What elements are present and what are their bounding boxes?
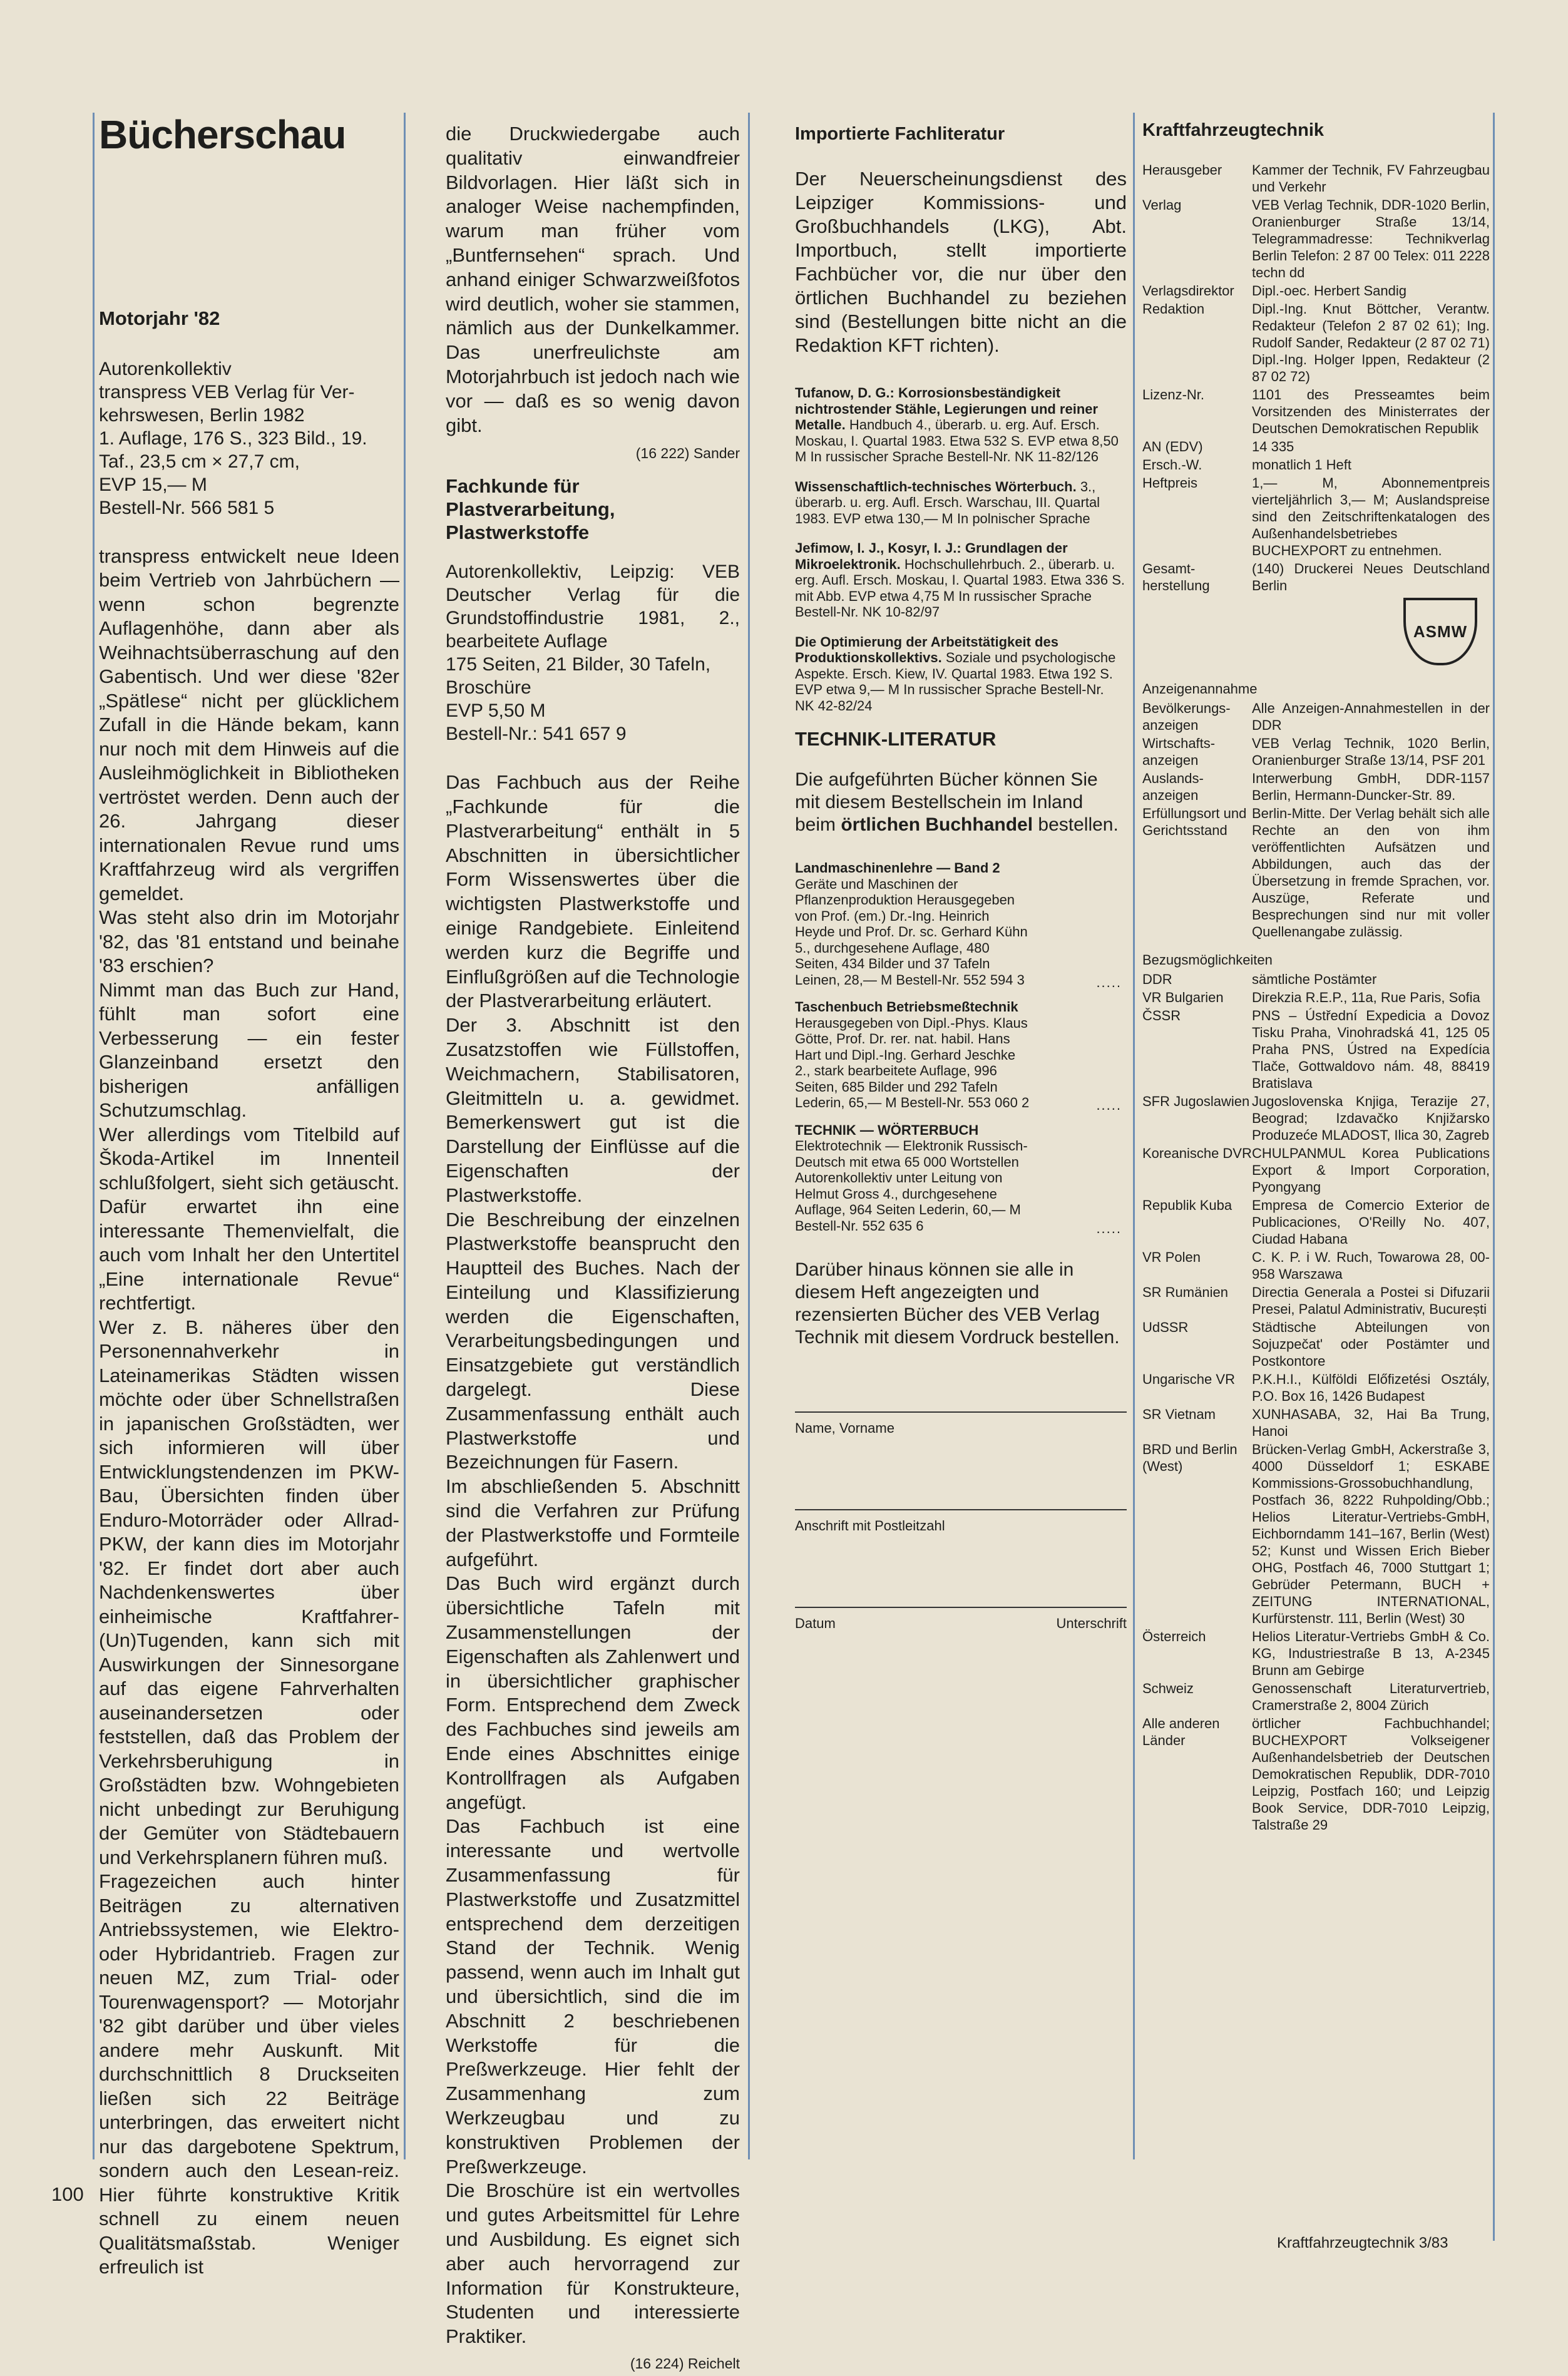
imprint-key: SR Vietnam xyxy=(1142,1406,1216,1422)
book-entry-title: Die Optimierung der Arbeitstätigkeit des Produktionskollektivs. xyxy=(795,633,1058,665)
book-meta-line: Autorenkollektiv xyxy=(99,358,232,379)
date-signature-labels xyxy=(795,1612,1127,1636)
order-item-details: Elektrotechnik — Elektronik Russisch-Deutsch mit etwa 65 000 Wortstellen Autorenkollektiv unter Leitung von Helmut Gross 4., durchgesehene Auflage, 964 Seiten Lederin, 60,— M Bestell-Nr. 552 635 6 xyxy=(795,1138,1028,1234)
review-text xyxy=(99,545,399,2280)
imprint-value: XUNHASABA, 32, Hai Ba Trung, Hanoi xyxy=(1252,1406,1490,1439)
address-field[interactable] xyxy=(795,1472,1127,1510)
imprint-row xyxy=(1142,735,1490,769)
imprint-value: Interwerbung GmbH, DDR-1157 Berlin, Hermann-Duncker-Str. 89. xyxy=(1252,771,1490,803)
book-entry xyxy=(795,634,1127,714)
imprint-key: AN (EDV) xyxy=(1142,439,1203,454)
imprint-row xyxy=(1142,1197,1490,1247)
book-meta xyxy=(446,560,740,745)
imprint-value: Directia Generala a Postei si Difuzarii Presei, Palatul Administrativ, București xyxy=(1252,1284,1490,1317)
section-title: Bücherschau xyxy=(99,112,346,157)
column-rule xyxy=(1493,113,1495,2241)
imprint-key: Ungarische VR xyxy=(1142,1371,1235,1387)
book-meta-line: transpress VEB Verlag für Ver- xyxy=(99,381,355,402)
imprint-key: Republik Kuba xyxy=(1142,1197,1232,1213)
imprint-row xyxy=(1142,300,1490,385)
column-rule xyxy=(1133,113,1135,2159)
imprint-key: SFR Jugoslawien xyxy=(1142,1093,1250,1109)
review-signature: (16 224) Reichelt xyxy=(630,2355,740,2372)
quantity-field[interactable]: ..... xyxy=(1096,1097,1122,1113)
book-meta-line: Bestell-Nr.: 541 657 9 xyxy=(446,724,627,745)
order-form-heading: TECHNIK-LITERATUR xyxy=(795,728,997,750)
imprint-row xyxy=(1142,1680,1490,1714)
imprint-row xyxy=(1142,197,1490,281)
page-number: 100 xyxy=(51,2183,84,2205)
subsection-heading: Bezugsmöglichkeiten xyxy=(1142,952,1273,968)
book-meta-line: Bestell-Nr. 566 581 5 xyxy=(99,497,275,518)
imprint-key: Wirtschafts-anzeigen xyxy=(1142,735,1216,768)
imprint-key: Ersch.-W. xyxy=(1142,457,1202,473)
imprint-value: Helios Literatur-Vertriebs GmbH & Co. KG, Industriestraße B 13, A-2345 Brunn am Gebirge xyxy=(1252,1629,1490,1678)
order-item-details: Geräte und Maschinen der Pflanzenproduktion Herausgegeben von Prof. (em.) Dr.-Ing. Heinrich Heyde und Prof. Dr. sc. Gerhard Kühn 5., durchgesehene Auflage, 480 Seiten, 434 Bilder und 37 Tafeln Leinen, 28,— M Bestell-Nr. 552 594 3 xyxy=(795,876,1028,988)
imprint-value: C. K. P. i W. Ruch, Towarowa 28, 00-958 Warszawa xyxy=(1252,1249,1490,1282)
paragraph: Wer allerdings vom Titelbild auf Škoda-Artikel im Innenteil schlußfolgert, sieht sich getäuscht. Dafür erwartet ihn eine interessante Themenvielfalt, die auch vom Inhalt her den Untertitel „Eine internationale Revue“ rechtfertigt. xyxy=(99,1123,399,1314)
imprint-value: Alle Anzeigen-Annahmestellen in der DDR xyxy=(1252,700,1490,733)
order-form-intro xyxy=(795,769,1127,836)
book-entry-details: 3., überarb. u. erg. Aufl. Ersch. Warschau, III. Quartal 1983. EVP etwa 130,— M In polnischer Sprache xyxy=(795,478,1100,526)
imprint-row xyxy=(1142,1406,1490,1440)
paragraph: Was steht also drin im Motorjahr '82, das '81 entstand und beinahe '83 erschien? xyxy=(99,906,399,976)
imprint-key: SR Rumänien xyxy=(1142,1284,1228,1300)
imprint-value: CHULPANMUL Korea Publications Export & Import Corporation, Pyongyang xyxy=(1252,1145,1490,1195)
imprint-key: VR Bulgarien xyxy=(1142,990,1224,1005)
column-rule xyxy=(404,113,406,2159)
imprint-value: Jugoslovenska Knjiga, Terazije 27, Beograd; Izdavačko Knjižarsko Produzeće MLADOST, Ilica 30, Zagreb xyxy=(1252,1093,1490,1143)
subsection-heading: Anzeigenannahme xyxy=(1142,681,1258,697)
book-title: Fachkunde für Plastverarbeitung, Plastwerkstoffe xyxy=(446,475,615,544)
book-entry-title: Wissenschaftlich-technisches Wörterbuch. xyxy=(795,478,1077,494)
imprint-value: Dipl.-Ing. Knut Böttcher, Verantw. Redakteur (Telefon 2 87 02 61); Ing. Rudolf Sander, Redakteur (2 87 02 71) Dipl.-Ing. Holger Ippen, Redakteur (2 87 02 72) xyxy=(1252,301,1490,384)
asmw-logo: ASMW xyxy=(1403,598,1477,665)
column-imprint xyxy=(1142,122,1490,2250)
paragraph: Der 3. Abschnitt ist den Zusatzstoffen wie Füllstoffen, Weichmachern, Stabilisatoren, Gleitmitteln u. a. gewidmet. Bemerkenswert gut ist die Darstellung der Einflüsse auf die Eigenschaften der Plastwerkstoffe. xyxy=(446,1014,740,1206)
imprint-value: Genossenschaft Literaturvertrieb, Cramerstraße 2, 8004 Zürich xyxy=(1252,1681,1490,1713)
quantity-field[interactable]: ..... xyxy=(1096,1220,1122,1236)
imprint-row xyxy=(1142,386,1490,437)
book-meta-line: kehrswesen, Berlin 1982 xyxy=(99,404,305,426)
book-entry-title: Jefimow, I. J., Kosyr, I. J.: Grundlagen der Mikroelektronik. xyxy=(795,540,1068,572)
imprint-row xyxy=(1142,1319,1490,1370)
imprint-value: 1,— M, Abonnementpreis vierteljährlich 3,— M; Auslandspreise sind den Zeitschriftenkatalogen des Außenhandelsbetriebes BUCHEXPORT zu entnehmen. xyxy=(1252,475,1490,558)
imprint-key: ČSSR xyxy=(1142,1008,1181,1023)
paragraph: transpress entwickelt neue Ideen beim Vertrieb von Jahrbüchern — wenn schon begrenzte Auflagenhöhe, dann aber als Weihnachtsüberraschung auf den Gabentisch. Und wer diese '82er „Spätlese“ nicht per glücklichem Zufall in die Hände bekam, kann nur noch mit dem Hinweis auf die Ausleihmöglichkeit in Bibliotheken vertröstet werden. Denn auch der 26. Jahrgang dieser internationalen Revue rund ums Kraftfahrzeug wird als vergriffen gemeldet. xyxy=(99,545,399,904)
imprint-row xyxy=(1142,1145,1490,1196)
paragraph: Fragezeichen auch hinter Beiträgen zu alternativen Antriebssystemen, wie Elektro- oder Hybridantrieb. Fragen zur neuen MZ, zum Trial- oder Tourenwagensport? — Motorjahr '82 gibt darüber und über vieles andere mehr Auskunft. Mit durchschnittlich 8 Druckseiten ließen sich 22 Beiträge unterbringen, das erweitert nicht nur das dargebotene Spektrum, sondern auch den Lesean-reiz. Hier führte konstruktive Kritik schnell zu einem neuen Qualitätsmaßstab. Weniger erfreulich ist xyxy=(99,1870,399,2278)
imprint-row xyxy=(1142,1628,1490,1679)
column-heading: Kraftfahrzeugtechnik xyxy=(1142,120,1325,140)
imprint-value: monatlich 1 Heft xyxy=(1252,457,1351,473)
order-item-title: TECHNIK — WÖRTERBUCH xyxy=(795,1122,979,1138)
review-signature: (16 222) Sander xyxy=(635,445,740,462)
imprint-row xyxy=(1142,1715,1490,1833)
name-field[interactable] xyxy=(795,1374,1127,1413)
imprint-row xyxy=(1142,161,1490,195)
order-item xyxy=(795,1122,1127,1234)
imprint-value: Direkzia R.E.P., 11a, Rue Paris, Sofia xyxy=(1252,990,1480,1005)
imprint-key: Alle anderen Länder xyxy=(1142,1716,1220,1748)
paragraph: Das Fachbuch ist eine interessante und wertvolle Zusammenfassung für Plastwerkstoffe und Zusatzmittel entsprechend dem derzeitigen Stand der Technik. Wenig passend, wenn auch im Inhalt gut und übersichtlich, sind die im Abschnitt 2 beschriebenen Werkstoffe für die Preßwerkzeuge. Hier fehlt der Zusammenhang zum Werkzeugbau und zu konstruktiven Problemen der Preßwerkzeuge. xyxy=(446,1815,740,2178)
column-book-review-motorjahr xyxy=(99,112,399,2278)
order-item-title: Landmaschinenlehre — Band 2 xyxy=(795,860,1000,876)
imprint-value: Brücken-Verlag GmbH, Ackerstraße 3, 4000 Düsseldorf 1; ESKABE Kommissions-Grossobuchhandlung, Postfach 36, 8222 Ruhpolding/Obb.; Helios Literatur-Vertriebs-GmbH, Eichborndamm 141–167, Berlin (West) 52; Kunst und Wissen Erich Bieber OHG, Postfach 46, 7000 Stuttgart 1; Gebrüder Petermann, BUCH + ZEITUNG INTERNATIONAL, Kurfürstenstr. 111, Berlin (West) 30 xyxy=(1252,1441,1490,1626)
imprint-value: Kammer der Technik, FV Fahrzeugbau und Verkehr xyxy=(1252,162,1490,195)
review-text xyxy=(446,771,740,2349)
paragraph: die Druckwiedergabe auch qualitativ einwandfreier Bildvorlagen. Hier läßt sich in analoger Weise nachempfinden, warum man früher vom „Buntfernsehen“ sprach. Und anhand einiger Schwarzweißfotos wird deutlich, woher sie stammen, nämlich aus der Dunkelkammer. Das unerfreulichste am Motorjahrbuch ist jedoch nach wie vor — daß es so wenig davon gibt. xyxy=(446,123,740,436)
book-meta-line: 1. Auflage, 176 S., 323 Bild., 19. xyxy=(99,428,367,449)
imprint-value: 1101 des Presseamtes beim Vorsitzenden des Ministerrates der Deutschen Demokratischen Republik xyxy=(1252,387,1490,436)
order-item-details: Herausgegeben von Dipl.-Phys. Klaus Götte, Prof. Dr. rer. nat. habil. Hans Hart und Dipl.-Ing. Gerhard Jeschke 2., stark bearbeitete Auflage, 996 Seiten, 685 Bilder und 292 Tafeln Lederin, 65,— M Bestell-Nr. 553 060 2 xyxy=(795,1015,1030,1110)
imprint-key: Verlagsdirektor xyxy=(1142,283,1234,299)
logo-row xyxy=(1142,598,1477,665)
imprint-row xyxy=(1142,1093,1490,1144)
order-form-intro-text: Die aufgeführten Bücher können Sie mit diesem Bestellschein im Inland beim xyxy=(795,769,1098,835)
imprint-key: Redaktion xyxy=(1142,301,1205,317)
imprint-value: VEB Verlag Technik, 1020 Berlin, Oranienburger Straße 13/14, PSF 201 xyxy=(1252,735,1490,768)
imprint-value: PNS – Ústřední Expedicia a Dovoz Tisku Praha, Vinohradská 41, 125 05 Praha PNS, Ústred na Expedícia Tlače, Gottwaldovo nám. 48, 88419 Bratislava xyxy=(1252,1008,1490,1091)
imprint-row xyxy=(1142,805,1490,940)
order-form-intro-text: bestellen. xyxy=(1033,814,1119,835)
paragraph: Das Fachbuch aus der Reihe „Fachkunde für die Plastverarbeitung“ enthält in 5 Abschnitten in übersichtlicher Form Wissenswertes über die wichtigsten Plastwerkstoffe und einige Randgebiete. Einleitend werden kurz die Begriffe und Einflußgrößen auf die Technologie der Plastverarbeitung erläutert. xyxy=(446,771,740,1012)
imprint-value: VEB Verlag Technik, DDR-1020 Berlin, Oranienburger Straße 13/14, Telegrammadresse: Technikverlag Berlin Telefon: 2 87 00 Telex: 011 2228 techn dd xyxy=(1252,197,1490,280)
imprint-key: Herausgeber xyxy=(1142,162,1222,178)
imprint-key: Österreich xyxy=(1142,1629,1206,1644)
issue-footer: Kraftfahrzeugtechnik 3/83 xyxy=(1277,2235,1448,2251)
imprint-row xyxy=(1142,971,1490,988)
quantity-field[interactable]: ..... xyxy=(1096,974,1122,990)
imprint-key: Heftpreis xyxy=(1142,475,1198,491)
imprint-key: BRD und Berlin (West) xyxy=(1142,1441,1237,1474)
book-entry-details: Hochschullehrbuch. 2., überarb. u. erg. Aufl. Ersch. Moskau, I. Quartal 1983. Etwa 336 S. mit Abb. EVP etwa 4,75 M In russischer Sprache Bestell-Nr. NK 10-82/97 xyxy=(795,556,1125,620)
order-form-intro-emph: örtlichen Buchhandel xyxy=(841,814,1033,835)
imprint-row xyxy=(1142,456,1490,473)
column-rule xyxy=(93,113,95,2159)
imprint-value: sämtliche Postämter xyxy=(1252,971,1377,987)
paragraph: Wer z. B. näheres über den Personennahverkehr in Lateinamerikas Städten wissen möchte oder über Schnellstraßen in japanischen Großstädten, wer sich informieren will über Entwicklungstendenzen im PKW-Bau, Übersichten finden über Enduro-Motorräder oder Allrad-PKW, der kann dies im Motorjahr '82. Er findet dort aber auch Nachdenkenswertes über einheimische Kraftfahrer-(Un)Tugenden, kann sich mit Auswirkungen der Sinnesorgane auf das eigene Fahrverhalten auseinandersetzen oder feststellen, daß das Problem der Verkehrsberuhigung in Großstädten bzw. Wohngebieten nicht unbedingt zur Beruhigung der Gemüter von Städtebauern und Verkehrsplanern führen muß. xyxy=(99,1316,399,1868)
column-book-review-plast xyxy=(446,122,740,2372)
imprint-row xyxy=(1142,1249,1490,1283)
imprint-row xyxy=(1142,1371,1490,1405)
signature-label: Unterschrift xyxy=(1056,1616,1127,1631)
paragraph: Das Buch wird ergänzt durch übersichtliche Tafeln mit Zusammenstellungen der Eigenschaften als Zahlenwert und in übersichtlicher graphischer Form. Entsprechend dem Zweck des Fachbuches sind jeweils am Ende eines Abschnittes einige Kontrollfragen als Aufgaben angefügt. xyxy=(446,1572,740,1813)
book-meta xyxy=(99,357,399,520)
paragraph: Im abschließenden 5. Abschnitt sind die Verfahren zur Prüfung der Plastwerkstoffe und Formteile aufgeführt. xyxy=(446,1475,740,1570)
address-field-label: Anschrift mit Postleitzahl xyxy=(795,1518,945,1534)
imprint-row xyxy=(1142,770,1490,804)
imprint-key: Lizenz-Nr. xyxy=(1142,387,1205,402)
name-field-label: Name, Vorname xyxy=(795,1420,894,1436)
continued-text xyxy=(446,122,740,438)
imprint-value: Empresa de Comercio Exterior de Publicaciones, O'Reilly No. 407, Ciudad Habana xyxy=(1252,1197,1490,1247)
imprint-value: 14 335 xyxy=(1252,439,1294,454)
imprint-key: VR Polen xyxy=(1142,1249,1201,1265)
order-item xyxy=(795,860,1127,988)
imprint-value: P.K.H.I., Külföldi Előfizetési Osztály, P.O. Box 16, 1426 Budapest xyxy=(1252,1371,1490,1404)
column-imported-literature xyxy=(795,122,1127,2188)
paragraph: Die Beschreibung der einzelnen Plastwerkstoffe beansprucht den Hauptteil des Buches. Nach der Einteilung und Klassifizierung werden die Eigenschaften, Verarbeitungsbedingungen und Einsatzgebiete gut verständlich dargelegt. Diese Zusammenfassung enthält auch Plastwerkstoffe und Bezeichnungen für Fasern. xyxy=(446,1208,740,1473)
imprint-value: Städtische Abteilungen von Sojuzpečat' oder Postämter und Postkontore xyxy=(1252,1319,1490,1369)
paragraph: Nimmt man das Buch zur Hand, fühlt man sofort eine Verbesserung — ein fester Glanzeinband ersetzt den bisherigen anfälligen Schutzumschlag. xyxy=(99,978,399,1121)
imprint-key: Bevölkerungs-anzeigen xyxy=(1142,700,1231,733)
book-meta-line: 175 Seiten, 21 Bilder, 30 Tafeln, Broschüre xyxy=(446,654,711,699)
book-entry xyxy=(795,385,1127,465)
imprint-key: UdSSR xyxy=(1142,1319,1189,1335)
book-title: Motorjahr '82 xyxy=(99,307,220,329)
book-entry xyxy=(795,540,1127,620)
order-item xyxy=(795,999,1127,1111)
imprint-key: Gesamt-herstellung xyxy=(1142,561,1210,593)
imprint-row xyxy=(1142,560,1490,594)
book-meta-line: Autorenkollektiv, Leipzig: VEB Deutscher Verlag für die Grundstoffindustrie 1981, 2., bearbeitete Auflage xyxy=(446,561,740,652)
date-signature-field[interactable] xyxy=(795,1569,1127,1608)
book-meta-line: Taf., 23,5 cm × 27,7 cm, xyxy=(99,451,300,472)
paragraph: Die Broschüre ist ein wertvolles und gutes Arbeitsmittel für Lehre und Ausbildung. Es eignet sich aber auch hervorragend zur Information für Konstrukteure, Studenten und interessierte Praktiker. xyxy=(446,2179,740,2348)
imprint-key: DDR xyxy=(1142,971,1172,987)
order-item-title: Taschenbuch Betriebsmeßtechnik xyxy=(795,999,1018,1015)
imprint-key: Erfüllungsort und Gerichtsstand xyxy=(1142,806,1247,838)
imprint-value: örtlicher Fachbuchhandel; BUCHEXPORT Volkseigener Außenhandelsbetrieb der Deutschen Demokratischen Republik, DDR-7010 Leipzig, Postfach 160; und Leipzig Book Service, DDR-7010 Leipzig, Talstraße 29 xyxy=(1252,1716,1490,1833)
date-label: Datum xyxy=(795,1616,836,1631)
imprint-key: Koreanische DVR xyxy=(1142,1145,1252,1161)
book-meta-line: EVP 15,— M xyxy=(99,474,207,495)
imprint-row xyxy=(1142,1284,1490,1318)
imprint-row xyxy=(1142,474,1490,559)
book-entry-details: Handbuch 4., überarb. u. erg. Auf. Ersch. Moskau, I. Quartal 1983. Etwa 532 S. EVP etwa 8,50 M In russischer Sprache Bestell-Nr. NK 11-82/126 xyxy=(795,417,1119,464)
book-entry-details: Soziale und psychologische Aspekte. Ersch. Kiew, IV. Quartal 1983. Etwa 192 S. EVP etwa 9,— M In russischer Sprache Bestell-Nr. NK 42-82/24 xyxy=(795,650,1116,714)
imprint-key: Verlag xyxy=(1142,197,1182,213)
column-heading: Importierte Fachliteratur xyxy=(795,124,1005,144)
imprint-value: Berlin-Mitte. Der Verlag behält sich alle Rechte an den von ihm veröffentlichten Aufsätzen und Abbildungen, auch das der Übersetzung in fremde Sprachen, vor. Auszüge, Referate und Besprechungen sind nur mit voller Quellenangabe zulässig. xyxy=(1252,806,1490,940)
imprint-key: Schweiz xyxy=(1142,1681,1194,1696)
book-entry xyxy=(795,479,1127,527)
imprint-value: (140) Druckerei Neues Deutschland Berlin xyxy=(1252,561,1490,593)
imprint-row xyxy=(1142,1441,1490,1627)
intro-text: Der Neuerscheinungsdienst des Leipziger Kommissions- und Großbuchhandels (LKG), Abt. Importbuch, stellt importierte Fachbücher vor, die nur über den örtlichen Buchhandel zu beziehen sind (Bestellungen bitte nicht an die Redaktion KFT richten). xyxy=(795,168,1127,356)
book-entry-title: Tufanow, D. G.: Korrosionsbeständigkeit nichtrostender Stähle, Legierungen und reiner Metalle. xyxy=(795,385,1099,433)
imprint-row xyxy=(1142,1007,1490,1092)
imprint-row xyxy=(1142,989,1490,1006)
imprint-key: Auslands-anzeigen xyxy=(1142,771,1204,803)
imprint-row xyxy=(1142,282,1490,299)
book-meta-line: EVP 5,50 M xyxy=(446,700,546,722)
imprint-row xyxy=(1142,700,1490,734)
order-form-outro: Darüber hinaus können sie alle in diesem Heft angezeigten und rezensierten Bücher des VEB Verlag Technik mit diesem Vordruck bestellen. xyxy=(795,1259,1120,1348)
imprint-row xyxy=(1142,438,1490,455)
column-rule xyxy=(748,113,750,2159)
imprint-value: Dipl.-oec. Herbert Sandig xyxy=(1252,283,1407,299)
